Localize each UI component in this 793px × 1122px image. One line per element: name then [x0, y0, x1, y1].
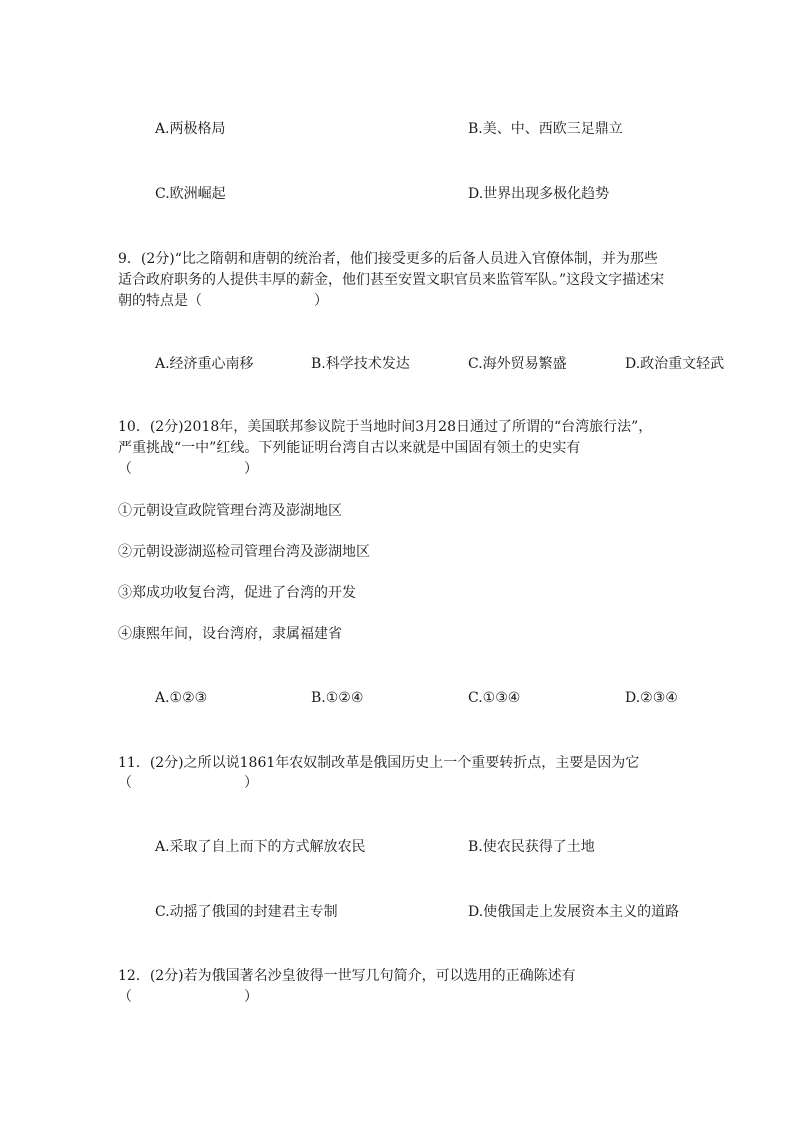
q10-stem-line-1: 10．(2分)2018年，美国联邦参议院于当地时间3月28日通过了所谓的“台湾旅行法”，: [118, 419, 653, 435]
q9-stem-line-2: 适合政府职务的人提供丰厚的薪金，他们甚至安置文职官员来监管军队。”这段文字描述宋: [118, 272, 665, 288]
q9-option-c: C.海外贸易繁盛: [468, 356, 567, 372]
q12-stem-line-2: （ ）: [118, 989, 258, 1005]
q9-option-b: B.科学技术发达: [311, 356, 410, 372]
q10-stem-line-3: （ ）: [118, 461, 258, 477]
q10-option-c: C.①③④: [468, 690, 521, 706]
q11-stem-line-1: 11．(2分)之所以说1861年农奴制改革是俄国历史上一个重要转折点，主要是因为它: [118, 755, 640, 771]
q8-option-d: D.世界出现多极化趋势: [468, 186, 610, 202]
q9-option-d: D.政治重文轻武: [625, 356, 725, 372]
q11-option-d: D.使俄国走上发展资本主义的道路: [468, 904, 680, 920]
q10-statement-3: ③郑成功收复台湾，促进了台湾的开发: [118, 585, 356, 601]
q9-stem-line-1: 9．(2分)“比之隋朝和唐朝的统治者，他们接受更多的后备人员进入官僚体制，并为那些: [118, 251, 658, 267]
q12-stem-line-1: 12．(2分)若为俄国著名沙皇彼得一世写几句简介，可以选用的正确陈述有: [118, 968, 576, 984]
q9-option-a: A.经济重心南移: [155, 356, 254, 372]
q11-option-c: C.动摇了俄国的封建君主专制: [155, 904, 338, 920]
q8-option-a: A.两极格局: [155, 121, 226, 137]
q10-statement-2: ②元朝设澎湖巡检司管理台湾及澎湖地区: [118, 544, 370, 560]
q10-stem-line-2: 严重挑战“一中”红线。下列能证明台湾自古以来就是中国固有领土的史实有: [118, 440, 581, 456]
q10-statement-4: ④康熙年间，设台湾府，隶属福建省: [118, 626, 342, 642]
q11-option-b: B.使农民获得了土地: [468, 839, 595, 855]
q10-option-a: A.①②③: [155, 690, 208, 706]
q9-stem-line-3: 朝的特点是（ ）: [118, 293, 328, 309]
q8-option-c: C.欧洲崛起: [155, 186, 226, 202]
q10-option-d: D.②③④: [625, 690, 678, 706]
q10-option-b: B.①②④: [311, 690, 364, 706]
q10-statement-1: ①元朝设宣政院管理台湾及澎湖地区: [118, 503, 342, 519]
q11-stem-line-2: （ ）: [118, 775, 258, 791]
q11-option-a: A.采取了自上而下的方式解放农民: [155, 839, 366, 855]
q8-option-b: B.美、中、西欧三足鼎立: [468, 121, 623, 137]
